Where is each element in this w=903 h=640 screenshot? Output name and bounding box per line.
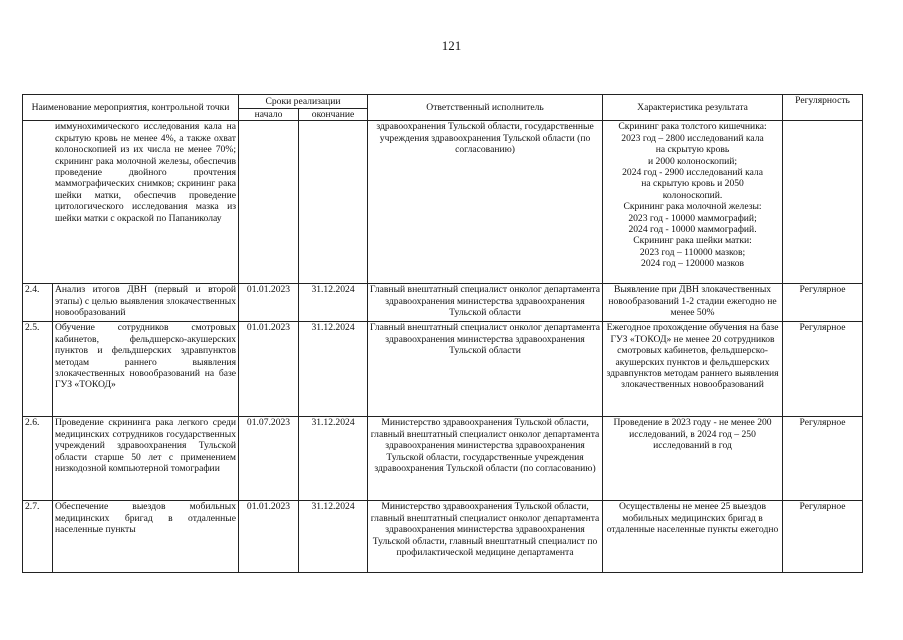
result-line: на скрытую кровь — [655, 144, 730, 156]
result-line: Скрининг рака толстого кишечника: — [618, 121, 767, 133]
header-regularity: Регулярность — [783, 95, 863, 121]
table-row — [23, 417, 863, 501]
result-line: Скрининг рака молочной железы: — [623, 201, 762, 213]
result-line: на скрытую кровь и 2050 — [641, 178, 744, 190]
cell-name: Анализ итогов ДВН (первый и второй этапы) с целью выявления злокачественных новообразований — [53, 284, 239, 322]
result-line: 2024 год - 2900 исследований кала — [622, 167, 763, 179]
cell-name: Обеспечение выездов мобильных медицинских бригад в отдаленные населенные пункты — [53, 501, 239, 573]
table-row — [23, 322, 863, 417]
cell-executor: здравоохранения Тульской области, государственные учреждения здравоохранения Тульской области (по согласованию) — [368, 121, 603, 284]
cell-executor: Главный внештатный специалист онколог департамента здравоохранения министерства здравоохранения Тульской области — [368, 284, 603, 322]
cell-num: 2.5. — [23, 322, 53, 417]
cell-end: 31.12.2024 — [299, 322, 368, 417]
cell-executor: Главный внештатный специалист онколог департамента здравоохранения министерства здравоохранения Тульской области — [368, 322, 603, 417]
cell-name: иммунохимического исследования кала на скрытую кровь не менее 4%, а также охват колоноскопией из их числа не менее 70%; скрининг рака молочной железы, обеспечив проведение двойного прочтения маммографических снимков; скрининг рака шейки матки, обеспечив проведение цитологического исследования мазка из шейки матки с окраской по Папаниколау — [23, 121, 239, 284]
header-result: Характеристика результата — [603, 95, 783, 121]
cell-num: 2.4. — [23, 284, 53, 322]
cell-result: Выявление при ДВН злокачественных новообразований 1-2 стадии ежегодно не менее 50% — [603, 284, 783, 322]
header-executor: Ответственный исполнитель — [368, 95, 603, 121]
cell-num: 2.6. — [23, 417, 53, 501]
header-start: начало — [239, 109, 299, 121]
table-row — [23, 284, 863, 322]
result-line: и 2000 колоноскопий; — [648, 155, 738, 167]
cell-result: Осуществлены не менее 25 выездов мобильных медицинских бригад в отдаленные населенные пункты ежегодно — [603, 501, 783, 573]
cell-num: 2.7. — [23, 501, 53, 573]
result-line: 2024 год – 120000 мазков — [641, 258, 745, 270]
cell-start: 01.07.2023 — [239, 417, 299, 501]
table-header-row — [23, 95, 863, 109]
cell-end: 31.12.2024 — [299, 501, 368, 573]
header-terms: Сроки реализации — [239, 95, 368, 109]
result-line: 2023 год – 2800 исследований кала — [621, 132, 764, 144]
activities-table — [22, 94, 863, 573]
cell-name: Проведение скрининга рака легкого среди медицинских сотрудников государственных учреждений здравоохранения Тульской области старше 50 лет с применением низкодозной компьютерной томографии — [53, 417, 239, 501]
cell-start: 01.01.2023 — [239, 284, 299, 322]
result-line: 2023 год - 10000 маммографий; — [628, 212, 757, 224]
cell-end: 31.12.2024 — [299, 284, 368, 322]
cell-executor: Министерство здравоохранения Тульской области, главный внештатный специалист онколог департамента здравоохранения министерства здравоохранения Тульской области, главный внештатный специалист по профилактической медицине департамента — [368, 501, 603, 573]
cell-start: 01.01.2023 — [239, 322, 299, 417]
cell-start: 01.01.2023 — [239, 501, 299, 573]
cell-end — [299, 121, 368, 284]
table-row-continuation — [23, 121, 863, 284]
result-line: 2023 год – 110000 мазков; — [639, 246, 746, 258]
cell-name: Обучение сотрудников смотровых кабинетов, фельдшерско-акушерских пунктов и фельдшерских здравпунктов методам раннего выявления злокачественных новообразований на базе ГУЗ «ТОКОД» — [53, 322, 239, 417]
result-line: колоноскопий. — [662, 189, 723, 201]
cell-result: Ежегодное прохождение обучения на базе ГУЗ «ТОКОД» не менее 20 сотрудников смотровых кабинетов, фельдшерско-акушерских пунктов и фельдшерских здравпунктов методам раннего выявления злокачественных новообразований — [603, 322, 783, 417]
result-line: 2024 год - 10000 маммографий. — [628, 224, 757, 236]
cell-result — [603, 121, 783, 284]
cell-regularity: Регулярное — [783, 501, 863, 573]
header-end: окончание — [299, 109, 368, 121]
cell-result: Проведение в 2023 году - не менее 200 исследований, в 2024 год – 250 исследований в год — [603, 417, 783, 501]
result-line: Скрининг рака шейки матки: — [633, 235, 752, 247]
cell-regularity: Регулярное — [783, 417, 863, 501]
cell-start — [239, 121, 299, 284]
cell-regularity — [783, 121, 863, 284]
page-number: 121 — [441, 38, 462, 53]
cell-executor: Министерство здравоохранения Тульской области, главный внештатный специалист онколог департамента здравоохранения министерства здравоохранения Тульской области, государственные учреждения здравоохранения Тульской области (по согласованию) — [368, 417, 603, 501]
cell-regularity: Регулярное — [783, 284, 863, 322]
cell-regularity: Регулярное — [783, 322, 863, 417]
table-row — [23, 501, 863, 573]
cell-end: 31.12.2024 — [299, 417, 368, 501]
header-name: Наименование мероприятия, контрольной точки — [23, 95, 239, 121]
